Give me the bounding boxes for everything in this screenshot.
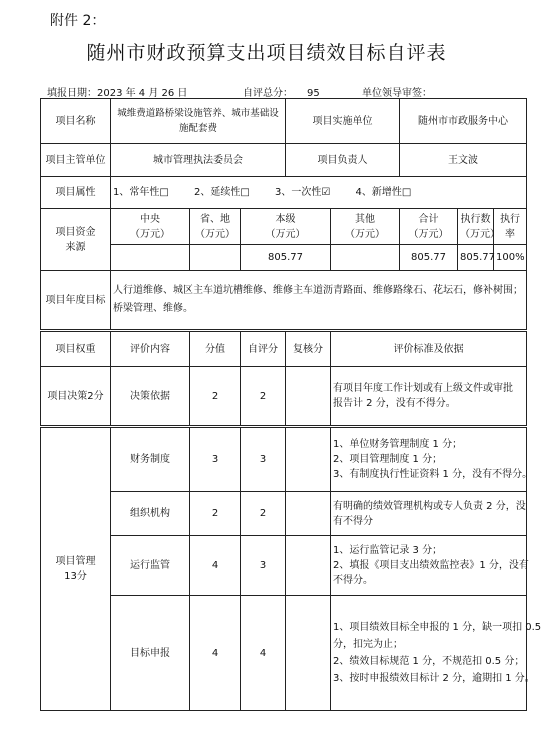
attr-option-new: 4、新增性□ [355, 187, 412, 198]
decision-points: 2 [190, 367, 241, 427]
head-criteria: 评价标准及依据 [331, 331, 527, 367]
head-weight: 项目权重 [41, 331, 111, 367]
decision-criteria-line: 有项目年度工作计划或有上级文件或审批 [333, 383, 513, 394]
funds-label [41, 209, 111, 271]
decision-criteria [331, 367, 527, 427]
finance-criteria [331, 427, 533, 492]
row-organization [41, 492, 527, 536]
funds-head-central [111, 209, 190, 245]
row-decision-basis [41, 367, 527, 427]
finance-criteria-line: 3、有制度执行性证资料 1 分，没有不得分。 [333, 469, 533, 480]
funds-head-rate-2: 率 [505, 228, 516, 240]
funds-head-central-1: 中央 [140, 213, 160, 225]
declaration-criteria [331, 596, 541, 711]
evaluation-table [40, 98, 541, 711]
attr-option-recurring: 1、常年性□ [113, 187, 169, 198]
declaration-review [286, 596, 331, 711]
org-score: 2 [241, 492, 286, 536]
finance-points: 3 [190, 427, 241, 492]
funds-head-total-1: 合计 [418, 213, 439, 225]
attr-options [111, 177, 527, 209]
project-name-label: 项目名称 [41, 99, 111, 144]
decision-score: 2 [241, 367, 286, 427]
org-points: 2 [190, 492, 241, 536]
funds-head-other [331, 209, 400, 245]
fill-date-label: 填报日期： [47, 88, 97, 99]
funds-local-value: 805.77 [241, 245, 331, 271]
group-decision-label: 项目决策2分 [41, 367, 111, 427]
funds-head-total [400, 209, 458, 245]
funds-head-executed-1: 执行数 [460, 213, 491, 225]
supervision-points: 4 [190, 536, 241, 596]
declaration-points: 4 [190, 596, 241, 711]
declaration-criteria-line: 3、按时申报绩效目标计 2 分，逾期扣 1 分。 [333, 673, 535, 684]
row-financial-system [41, 427, 527, 492]
row-goal-declaration [41, 596, 527, 711]
funds-head-local-2: （万元） [265, 228, 306, 240]
funds-central-value [111, 245, 190, 271]
group-management-label-1: 项目管理 [55, 556, 96, 567]
declaration-content: 目标申报 [111, 596, 190, 711]
finance-score: 3 [241, 427, 286, 492]
funds-head-province-2: （万元） [195, 228, 235, 240]
funds-head-central-2: （万元） [130, 228, 170, 240]
org-content: 组织机构 [111, 492, 190, 536]
funds-province-value [190, 245, 241, 271]
funds-head-executed-2: （万元） [460, 228, 500, 240]
row-supervisor [41, 144, 527, 177]
declaration-criteria-line: 1、项目绩效目标全申报的 1 分，缺一项扣 0.5 [333, 622, 541, 633]
row-eval-header [41, 331, 527, 367]
goal-text: 人行道维修、城区主车道坑槽维修、维修主车道沥青路面、维修路缘石、花坛石，修补树围；桥梁管理、维修。 [111, 271, 527, 331]
score-value: 95 [307, 88, 320, 99]
attr-label: 项目属性 [41, 177, 111, 209]
goal-label: 项目年度目标 [41, 271, 111, 331]
row-funds-header [41, 209, 527, 245]
declaration-criteria-line: 2、绩效目标规范 1 分，不规范扣 0.5 分； [333, 656, 525, 667]
fill-date-value: 2023 年 4 月 26 日 [97, 88, 188, 99]
declaration-criteria-line: 分，扣完为止； [333, 639, 403, 650]
dept-label: 项目主管单位 [41, 144, 111, 177]
row-annual-goal [41, 271, 527, 331]
total-score [243, 84, 320, 99]
finance-content: 财务制度 [111, 427, 190, 492]
declaration-score: 4 [241, 596, 286, 711]
org-criteria [331, 492, 527, 536]
leader-label: 单位领导审签： [362, 88, 432, 99]
head-content: 评价内容 [111, 331, 190, 367]
decision-criteria-line: 报告计 2 分，没有不得分。 [333, 398, 456, 409]
form-title: 随州市财政预算支出项目绩效目标自评表 [86, 42, 447, 64]
supervision-criteria [331, 536, 527, 596]
group-management-label [41, 427, 111, 711]
funds-head-total-2: （万元） [408, 228, 449, 240]
attr-option-continuing: 2、延续性□ [194, 187, 250, 198]
finance-criteria-line: 2、项目管理制度 1 分； [333, 454, 443, 465]
finance-review [286, 427, 331, 492]
org-review [286, 492, 331, 536]
supervision-score: 3 [241, 536, 286, 596]
head-points: 分值 [190, 331, 241, 367]
group-management-label-2: 13分 [64, 571, 87, 582]
supervision-criteria-line: 2、填报《项目支出绩效监控表》1 分，没有 [333, 560, 529, 571]
funds-head-other-1: 其他 [355, 213, 375, 225]
funds-head-province [190, 209, 241, 245]
decision-content: 决策依据 [111, 367, 190, 427]
row-project-name [41, 99, 527, 144]
attachment-label: 附件 2： [50, 13, 106, 29]
owner-label: 项目负责人 [286, 144, 400, 177]
funds-label-text: 项目资金来源 [55, 226, 96, 253]
row-operation-supervision [41, 536, 527, 596]
row-attribute [41, 177, 527, 209]
funds-rate-value: 100% [494, 245, 527, 271]
head-self-score: 自评分 [241, 331, 286, 367]
attr-option-one-time: 3、一次性☑ [275, 187, 331, 198]
finance-criteria-line: 1、单位财务管理制度 1 分； [333, 439, 463, 450]
org-criteria-line: 有不得分 [333, 515, 373, 527]
owner-value: 王文波 [400, 144, 527, 177]
score-label: 自评总分： [243, 88, 293, 99]
fill-date [47, 84, 187, 99]
impl-unit-value: 随州市市政服务中心 [400, 99, 527, 144]
supervision-criteria-line: 1、运行监管记录 3 分； [333, 545, 443, 556]
decision-review [286, 367, 331, 427]
funds-head-rate-1: 执行 [500, 213, 521, 225]
funds-total-value: 805.77 [400, 245, 458, 271]
supervision-criteria-line: 不得分。 [333, 575, 373, 586]
row-funds-values [41, 245, 527, 271]
funds-other-value [331, 245, 400, 271]
supervision-content: 运行监管 [111, 536, 190, 596]
funds-executed-value: 805.77 [458, 245, 494, 271]
funds-head-local [241, 209, 331, 245]
project-name-value: 城维费道路桥梁设施管养、城市基础设施配套费 [111, 99, 286, 144]
head-review-score: 复核分 [286, 331, 331, 367]
supervision-review [286, 536, 331, 596]
funds-head-executed [458, 209, 500, 245]
funds-head-province-1: 省、地 [200, 213, 230, 225]
dept-value: 城市管理执法委员会 [111, 144, 286, 177]
impl-unit-label: 项目实施单位 [286, 99, 400, 144]
funds-head-local-1: 本级 [275, 213, 296, 225]
org-criteria-line: 有明确的绩效管理机构或专人负责 2 分，没 [333, 500, 526, 512]
leader-sign [362, 84, 432, 99]
funds-head-other-2: （万元） [345, 228, 385, 240]
